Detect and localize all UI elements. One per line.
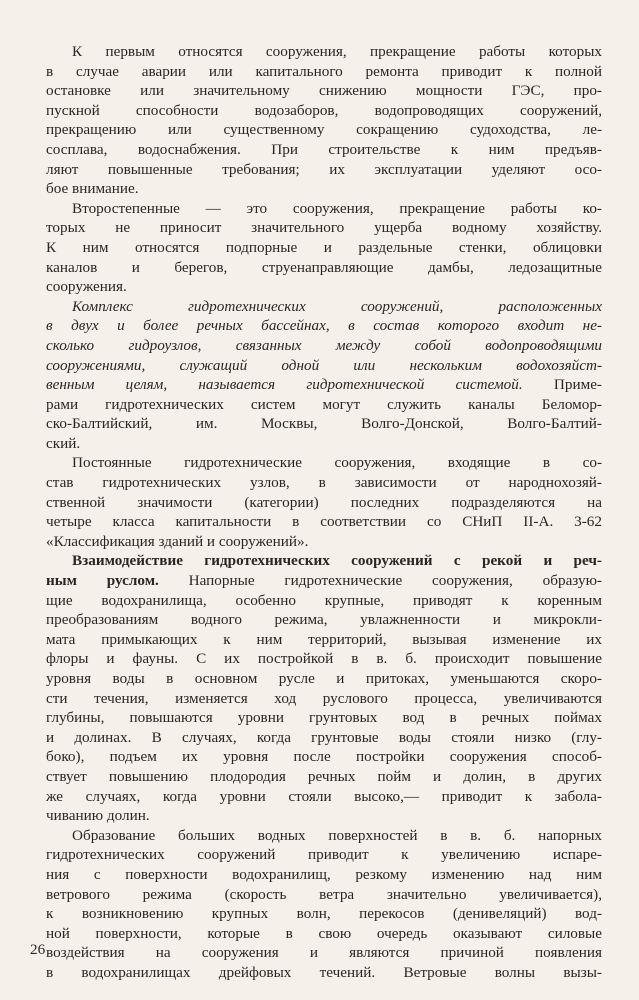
text-line: сти течения, изменяется ход руслового процесса, увеличиваются: [46, 689, 602, 707]
paragraph-2: [46, 199, 602, 297]
text-line: ляют повышенные требования; их эксплуатации уделяют осо-: [46, 160, 602, 178]
text-line: прекращению или существенному сокращению судоходства, ле-: [46, 121, 602, 139]
text-line: к возникновению крупных волн, перекосов (денивеляций) вод-: [46, 905, 602, 923]
text-line: флоры и фауны. С их постройкой в в. б. происходит повышение: [46, 650, 602, 668]
text-line: же случаях, когда уровни стояли высоко,— приводит к забола-: [46, 787, 602, 805]
text-line: ственной значимости (категории) последних подразделяются на: [46, 493, 602, 511]
text-line: сооружениями, служащий одной или нескольким водохозяйст-: [46, 356, 602, 374]
text-line: глубины, повышаются уровни грунтовых вод в речных поймах: [46, 709, 602, 727]
text-line: ветрового режима (скорость ветра значительно увеличивается),: [46, 885, 602, 903]
text-line: ский.: [46, 434, 81, 452]
text-line: каналов и берегов, струенаправляющие дамбы, ледозащитные: [46, 258, 602, 276]
text-line: сколько гидроузлов, связанных между собой водопроводящими: [46, 336, 602, 354]
text-line: ния с поверхности водохранилищ, резкому изменению над ним: [46, 865, 602, 883]
definition-text: венным целям, называется гидротехнической системой.: [46, 376, 523, 394]
text-line: ско-Балтийский, им. Москвы, Волго-Донской, Волго-Балтий-: [46, 415, 602, 433]
text-line: чиванию долин.: [46, 807, 150, 825]
text-line: сосплава, водоснабжения. При строительстве к ним предъяв-: [46, 140, 602, 158]
text-line: рами гидротехнических систем могут служить каналы Беломор-: [46, 395, 602, 413]
text-line: ствует повышению плодородия речных пойм и долин, в других: [46, 767, 602, 785]
text-line: Второстепенные — это сооружения, прекращение работы ко-: [72, 199, 602, 217]
text-line: бое внимание.: [46, 180, 139, 198]
text-line: мата примыкающих к ним территорий, вызывая изменение их: [46, 630, 602, 648]
text-line: торых не приносит значительного ущерба водному хозяйству.: [46, 219, 602, 237]
paragraph-5: [46, 551, 602, 825]
text-line: воздействия на сооружения и являются причиной появления: [46, 944, 602, 962]
text-line: ной поверхности, которые в свою очередь оказывают силовые: [46, 924, 602, 942]
paragraph-3: [46, 297, 602, 454]
page-number: 26: [30, 941, 46, 958]
paragraph-6: [46, 826, 602, 983]
text-line: К ним относятся подпорные и раздельные стенки, облицовки: [46, 238, 602, 256]
text-run: Приме-: [522, 376, 602, 394]
text-line: уровня воды в основном русле и притоках, уменьшаются скоро-: [46, 670, 602, 687]
text-line-mixed: [46, 375, 602, 395]
text-line: Комплекс гидротехнических сооружений, расположенных: [72, 297, 602, 315]
paragraph-4: [46, 453, 602, 551]
text-line: преобразованиям водного режима, увлажненности и микрокли-: [46, 611, 602, 629]
text-line: «Классификация зданий и сооружений».: [46, 532, 309, 550]
text-line: в двух и более речных бассейнах, в состав которого входит не-: [46, 317, 602, 335]
text-line: и долинах. В случаях, когда грунтовые воды стояли низко (глу-: [46, 728, 602, 746]
text-line: Образование больших водных поверхностей в в. б. напорных: [72, 826, 602, 844]
text-line: К первым относятся сооружения, прекращение работы которых: [72, 43, 602, 60]
text-line: сооружения.: [46, 278, 127, 296]
text-line: пускной способности водозаборов, водопроводящих сооружений,: [46, 101, 602, 119]
text-line: став гидротехнических узлов, в зависимости от народнохозяй-: [46, 474, 602, 492]
text-run: Напорные гидротехнические сооружения, образую-: [158, 572, 602, 590]
section-heading-continued: ным руслом.: [46, 572, 159, 590]
text-line: боко), подъем их уровня после постройки сооружения способ-: [46, 748, 602, 766]
text-line: щие водохранилища, особенно крупные, приводят к коренным: [46, 591, 602, 609]
text-line: остановке или значительному снижению мощности ГЭС, про-: [46, 82, 602, 100]
text-line: четыре класса капитальности в соответствии со СНиП II-А. 3-62: [46, 513, 602, 531]
paragraph-1: [46, 42, 602, 199]
text-line: в случае аварии или капитального ремонта приводит к полной: [46, 62, 602, 80]
document-page: [46, 42, 602, 983]
text-line: Постоянные гидротехнические сооружения, входящие в со-: [72, 454, 602, 472]
text-line-mixed: [46, 571, 602, 591]
text-line: гидротехнических сооружений приводит к увеличению испаре-: [46, 846, 602, 864]
section-heading: Взаимодействие гидротехнических сооружений с рекой и реч-: [72, 552, 602, 570]
text-line: в водохранилищах дрейфовых течений. Ветровые волны вызы-: [46, 963, 602, 981]
